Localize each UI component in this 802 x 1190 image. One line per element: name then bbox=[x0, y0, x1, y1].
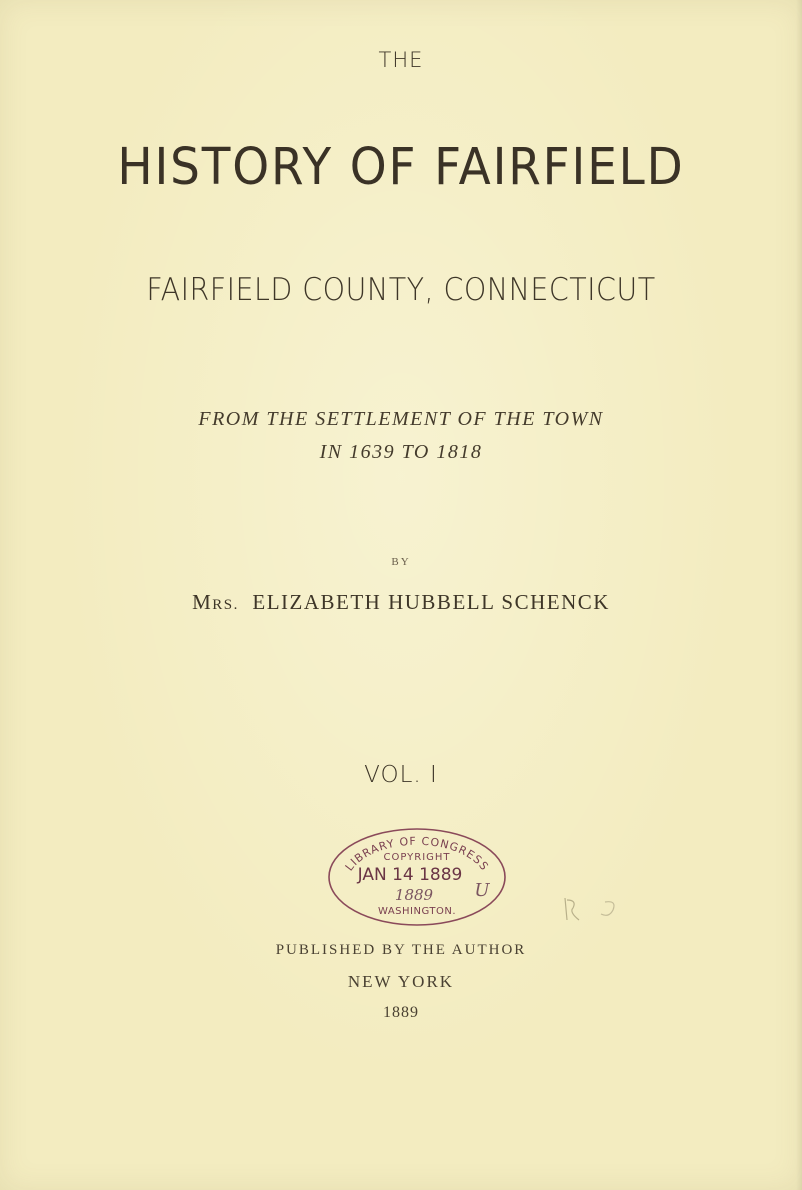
pencil-mark-s bbox=[601, 902, 614, 916]
publication-year: 1889 bbox=[383, 1004, 419, 1021]
pencil-marks bbox=[555, 890, 625, 930]
book-title: HISTORY OF FAIRFIELD bbox=[117, 138, 685, 197]
author-line bbox=[0, 590, 802, 615]
stamp-mark: U bbox=[474, 880, 490, 901]
the-heading: THE bbox=[378, 48, 424, 72]
stamp-arc-text: LIBRARY OF CONGRESS bbox=[342, 834, 492, 874]
by-label: BY bbox=[391, 556, 411, 568]
book-subtitle: FAIRFIELD COUNTY, CONNECTICUT bbox=[146, 272, 656, 308]
scope-line-1: FROM THE SETTLEMENT OF THE TOWN bbox=[198, 408, 604, 430]
author-prefix-cap: M bbox=[192, 590, 213, 614]
author-name: ELIZABETH HUBBELL SCHENCK bbox=[252, 590, 610, 614]
volume-label: VOL. I bbox=[364, 762, 438, 788]
publisher-line: PUBLISHED BY THE AUTHOR bbox=[275, 942, 527, 958]
publication-city: NEW YORK bbox=[347, 972, 455, 991]
author-prefix-rest: RS. bbox=[212, 597, 239, 613]
pencil-mark-r bbox=[565, 898, 579, 920]
stamp-location: WASHINGTON. bbox=[377, 906, 457, 917]
stamp-copyright: COPYRIGHT bbox=[383, 852, 451, 863]
scope-line-2: IN 1639 TO 1818 bbox=[319, 441, 483, 463]
library-of-congress-stamp bbox=[326, 826, 508, 928]
stamp-handwritten-year: 1889 bbox=[394, 886, 434, 904]
page-edge-shadow bbox=[796, 0, 802, 1190]
stamp-date: JAN 14 1889 bbox=[357, 865, 463, 885]
